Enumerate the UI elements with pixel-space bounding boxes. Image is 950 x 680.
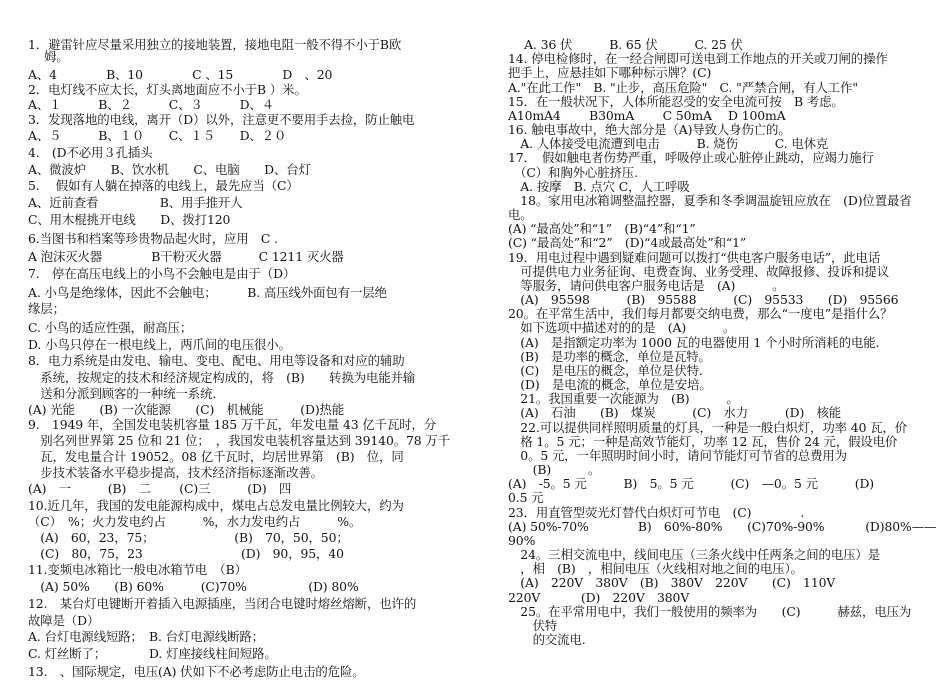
left-text-line: 步技术装备水平稳步提高，技术经济指标逐渐改善。 — [28, 465, 323, 480]
right-text-line: (D) 是电流的概念，单位是安培。 — [508, 377, 712, 392]
right-text-line: (C) 是电压的概念，单位是伏特. — [508, 362, 703, 378]
left-text-line: 别名列世界第 25 位和 21 位； ，我国发电装机容量达到 39140。78 万千 — [28, 433, 451, 448]
left-text-line: 12. 某台灯电键断开着插入电源插座，当闭合电键时熔丝熔断，也许的 — [28, 596, 417, 611]
left-text-line: (A) 光能 (B) 一次能源 (C) 机械能 (D)热能 — [28, 402, 345, 417]
left-text-line: 1．避雷针应尽量采用独立的接地装置，接地电阻一般不得不小于B欧 — [28, 37, 402, 52]
right-text-line: 18。家用电冰箱调整温控器，夏季和冬季调温旋钮应放在 (D)位置最省 — [508, 192, 912, 208]
left-text-line: 8．电力系统是由发电、输电、变电、配电、用电等设备和对应的辅助 — [28, 353, 405, 368]
right-text-line: 24。三相交流电中，线间电压（三条火线中任两条之间的电压）是 — [508, 547, 880, 562]
right-text-line: 220V (D) 220V 380V — [508, 589, 690, 605]
right-text-line: 0。5 元，一年照明时间小时，请问节能灯可节省的总费用为 — [508, 447, 847, 463]
left-text-line: C. 小鸟的适应性强，耐高压； — [28, 320, 193, 335]
right-text-line: A. 人体接受电流遭到电击 B. 烧伤 C. 电休克 — [508, 136, 829, 152]
right-text-line: 90% — [508, 532, 536, 548]
right-text-line: (C) “最高处”和“2” (D)“4或最高处”和“1” — [508, 235, 747, 251]
right-text-line: (A) “最高处”和“1” (B)“4”和“1” — [508, 221, 696, 237]
left-text-line: 故障是（D） — [28, 613, 100, 628]
right-text-line: 15．在一般状况下，人体所能忍受的安全电流可按 B 考虑。 — [508, 93, 844, 109]
right-text-line: 伏特 — [508, 617, 558, 633]
right-text-line: （C）和胸外心脏挤压. — [508, 164, 638, 180]
right-text-line: 等服务，请问供电客户服务电话是 (A) 。 — [508, 277, 785, 293]
right-text-line: A10mA4 B30mA C 50mA D 100mA — [508, 107, 786, 123]
left-text-line: 送和分派到顾客的一种统一系统. — [28, 386, 217, 401]
right-text-line: 25。在平常用电中，我们一般使用的频率为 (C) 赫兹，电压为 — [508, 603, 912, 619]
left-text-line: C. 灯丝断了； D. 灯座接线柱间短路。 — [28, 646, 277, 661]
right-text-line: 19．用电过程中遇到疑难问题可以拨打“供电客户服务电话”，此电话 — [508, 249, 881, 265]
left-text-line: A、１ B、２ C、３ D、４ — [28, 97, 275, 112]
right-text-line: 16. 触电事故中，绝大部分是（A)导致人身伤亡的。 — [508, 122, 791, 137]
left-text-line: A、５ B、１０ C、１５ D、２０ — [28, 128, 287, 143]
right-text-line: 可提供电力业务征询、电费查询、业务受理、故障报修、投诉和提议 — [508, 263, 890, 279]
left-text-line: A. 小鸟是绝缘体，因此不会触电； B. 高压线外面包有一层绝 — [28, 285, 387, 300]
right-text-line: (A) -5。5 元 B) 5。5 元 (C) —0。5 元 (D) — [508, 476, 875, 492]
right-text-line: A."在此工作" B. "止步，高压危险" C. "严禁合闸，有人工作" — [508, 79, 858, 95]
right-text-line: 22.可以提供同样照明质量的灯具，一种是一般白炽灯，功率 40 瓦，价 — [508, 419, 908, 435]
left-text-line: (A) 50% (B) 60% (C)70% (D) 80% — [28, 579, 359, 594]
right-text-line: 把手上，应悬挂如下哪种标示牌？(C) — [508, 65, 712, 81]
left-text-line: 系统，按规定的技术和经济规定构成的，将 (B) 转换为电能并输 — [28, 370, 416, 385]
right-text-line: 14. 停电检修时，在一经合闸即可送电到工作地点的开关或刀闸的操作 — [508, 51, 888, 67]
right-text-line: 17． 假如触电者伤势严重，呼吸停止或心脏停止跳动，应竭力施行 — [508, 150, 874, 166]
right-text-line: 0.5 元 — [508, 490, 544, 506]
left-text-line: A 泡沫灭火器 B干粉灭火器 C 1211 灭火器 — [28, 249, 344, 264]
left-text-line: 瓦，发电量合计 19052。08 亿千瓦时，均居世界第 (B) 位，同 — [28, 449, 404, 464]
left-text-line: 缘层； — [28, 301, 65, 316]
right-text-line: (A) 是指额定功率为 1000 瓦的电器使用 1 个小时所消耗的电能. — [508, 334, 880, 350]
right-text-line: A. 按摩 B. 点穴 C，人工呼吸 — [508, 178, 690, 194]
right-text-line: 23．用直管型荧光灯替代白炽灯可节电 (C) . — [508, 504, 805, 520]
right-text-line: 如下选项中描述对的的是 (A) 。 — [508, 320, 736, 336]
right-text-line: 21。我国重要一次能源为 (B) 。 — [508, 391, 739, 407]
right-text-line: (B) 是功率的概念，单位是瓦特。 — [508, 348, 711, 364]
right-text-line: (A) 220V 380V (B) 380V 220V (C) 110V — [508, 575, 836, 591]
right-text-line: (A) 石油 (B) 煤炭 (C) 水力 (D) 核能 — [508, 405, 842, 421]
left-text-line: 9. 1949 年，全国发电装机容量 185 万千瓦，年发电量 43 亿千瓦时，分 — [28, 417, 437, 432]
left-text-line: (A) 60，23，75； (B) 70，50，50； — [28, 530, 349, 545]
left-text-line: (A) 一 (B) 二 (C)三 (D) 四 — [28, 481, 292, 496]
left-text-line: A、4 B、10 C 、15 D 、20 — [28, 67, 333, 82]
left-text-line: 6.当图书和档案等珍贵物品起火时，应用 C . — [28, 231, 278, 246]
left-text-line: 4. (D不必用３孔插头 — [28, 145, 153, 160]
left-text-line: 13. 、国际规定，电压(A) 伏如下不必考虑防止电击的危险。 — [28, 664, 365, 679]
right-text-line: (A) 95598 (B) 95588 (C) 95533 (D) 95566 — [508, 292, 899, 307]
left-text-line: C、用木棍挑开电线 D、拨打120 — [28, 212, 231, 227]
left-text-line: A、微波炉 B、饮水机 C、电脑 D、台灯 — [28, 162, 311, 177]
right-text-line: 电。 — [508, 207, 533, 222]
right-text-line: 格 1。5 元；一种是高效节能灯，功率 12 瓦，售价 24 元，假设电价 — [508, 433, 898, 449]
left-text-line: 7. 停在高压电线上的小鸟不会触电是由于（D） — [28, 266, 296, 281]
right-text-line: ，相 (B) ，相间电压（火线相对地之间的电压）。 — [508, 561, 803, 577]
right-text-line: (A) 50%-70% B) 60%-80% (C)70%-90% (D)80%—— — [508, 518, 937, 534]
left-text-line: 11.变频电冰箱比一般电冰箱节电 （B） — [28, 562, 247, 577]
right-text-line: (B) 。 — [508, 462, 601, 477]
left-text-line: （C） %；火力发电约占 %，水力发电约占 %。 — [28, 514, 362, 529]
left-text-line: 姆。 — [28, 49, 69, 64]
left-text-line: 10.近几年，我国的发电能源构成中，煤电占总发电量比例较大，约为 — [28, 498, 404, 513]
left-text-line: A. 台灯电源线短路； B. 台灯电源线断路； — [28, 629, 264, 644]
left-text-line: 3．发现落地的电线，离开（D）以外，注意更不要用手去捡，防止触电 — [28, 112, 415, 127]
left-text-line: 5. 假如有人躺在掉落的电线上，最先应当（C） — [28, 178, 299, 193]
left-text-line: D. 小鸟只停在一根电线上，两爪间的电压很小。 — [28, 337, 291, 352]
right-text-line: A. 36 伏 B. 65 伏 C. 25 伏 — [508, 37, 743, 52]
right-text-line: 的交流电. — [508, 632, 586, 647]
left-text-line: (C) 80，75，23 (D) 90，95，40 — [28, 546, 344, 561]
right-text-line: 20。在平常生活中，我们每月都要交纳电费，那么“一度电”是指什么？ — [508, 306, 893, 322]
left-text-line: A、近前查看 B、用手推开人 — [28, 195, 243, 210]
left-text-line: 2．电灯线不应太长，灯头离地面应不小于B ）米。 — [28, 82, 307, 97]
